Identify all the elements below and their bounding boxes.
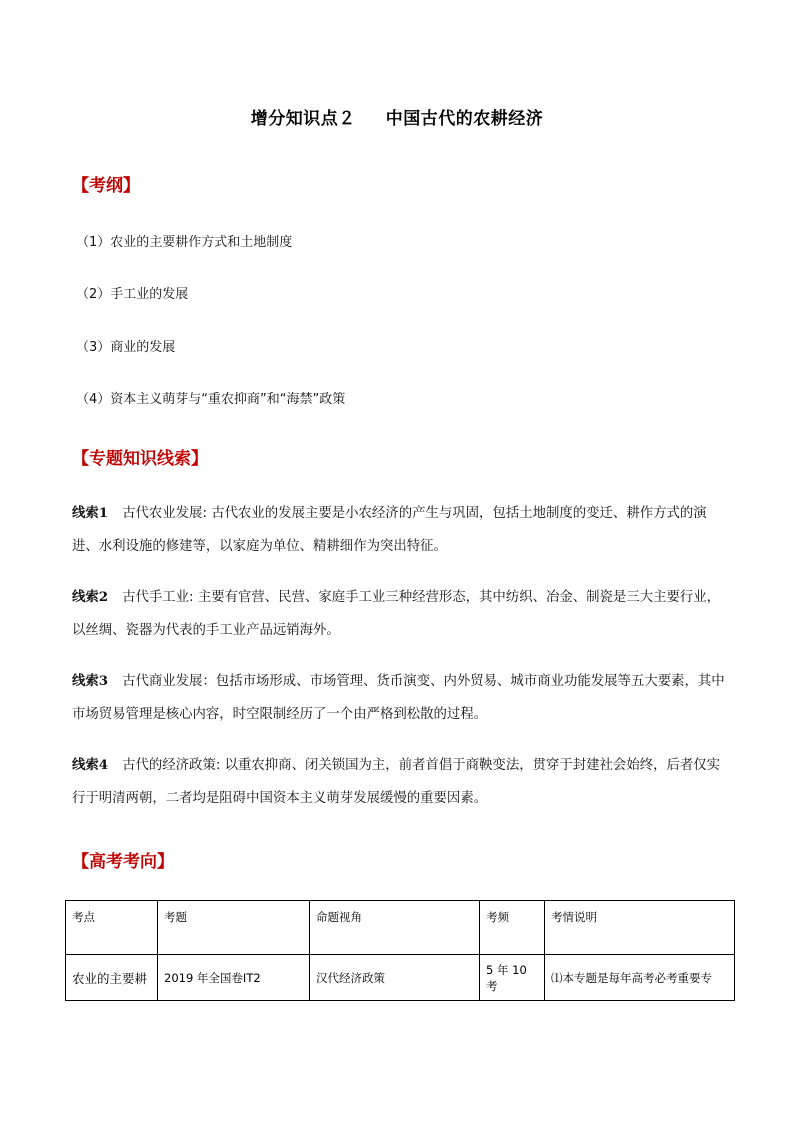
table-row xyxy=(66,955,735,1001)
syllabus-item: （4）资本主义萌芽与“重农抑商”和“海禁”政策 xyxy=(76,392,346,407)
clue-text: 古代手工业: 主要有官营、民营、家庭手工业三种经营形态，其中纺织、冶金、制瓷是三大主要行业，以丝绸、瓷器为代表的手工业产品远销海外。 xyxy=(72,590,721,638)
table-header-cell: 考点 xyxy=(66,901,158,955)
page-title xyxy=(0,104,794,129)
table-cell: 5 年 10 考 xyxy=(480,955,545,1001)
table-header-cell: 考题 xyxy=(158,901,310,955)
exam-trend-table xyxy=(65,900,735,1001)
table-header-cell: 考情说明 xyxy=(545,901,735,955)
syllabus-item: （3）商业的发展 xyxy=(76,340,176,355)
table-cell: 2019 年全国卷ⅠT2 xyxy=(158,955,310,1001)
clue-text: 古代的经济政策: 以重农抑商、闭关锁国为主，前者首倡于商鞅变法，贯穿于封建社会始终，后者仅实行于明清两朝，二者均是阻碍中国资本主义萌芽发展缓慢的重要因素。 xyxy=(72,758,721,806)
section-heading-syllabus: 【考纲】 xyxy=(72,176,140,196)
clue-text: 古代商业发展：包括市场形成、市场管理、货币演变、内外贸易、城市商业功能发展等五大要素，其中市场贸易管理是核心内容，时空限制经历了一个由严格到松散的过程。 xyxy=(72,674,725,722)
table-header-cell: 命题视角 xyxy=(310,901,480,955)
syllabus-item: （1）农业的主要耕作方式和土地制度 xyxy=(76,235,293,250)
clue-label: 线索2 xyxy=(72,589,109,605)
table-cell: 农业的主要耕 xyxy=(66,955,158,1001)
clue-text: 古代农业发展: 古代农业的发展主要是小农经济的产生与巩固，包括土地制度的变迁、耕作方式的演进、水利设施的修建等，以家庭为单位、精耕细作为突出特征。 xyxy=(72,506,707,554)
clue-paragraph xyxy=(72,749,728,815)
clue-label: 线索3 xyxy=(72,673,109,689)
title-part-1: 增分知识点２ xyxy=(250,109,356,129)
clue-paragraph xyxy=(72,665,728,731)
title-part-2: 中国古代的农耕经济 xyxy=(385,109,544,129)
clue-label: 线索1 xyxy=(72,505,109,521)
clue-label: 线索4 xyxy=(72,757,109,773)
table-cell: 汉代经济政策 xyxy=(310,955,480,1001)
section-heading-exam-trends: 【高考考向】 xyxy=(72,852,174,872)
table-header-row xyxy=(66,901,735,955)
table-header-cell: 考频 xyxy=(480,901,545,955)
section-heading-clues: 【专题知识线索】 xyxy=(72,449,208,469)
clue-paragraph xyxy=(72,497,728,563)
syllabus-item: （2）手工业的发展 xyxy=(76,287,189,302)
clue-paragraph xyxy=(72,581,728,647)
table-cell: ⑴本专题是每年高考必考重要专 xyxy=(545,955,735,1001)
